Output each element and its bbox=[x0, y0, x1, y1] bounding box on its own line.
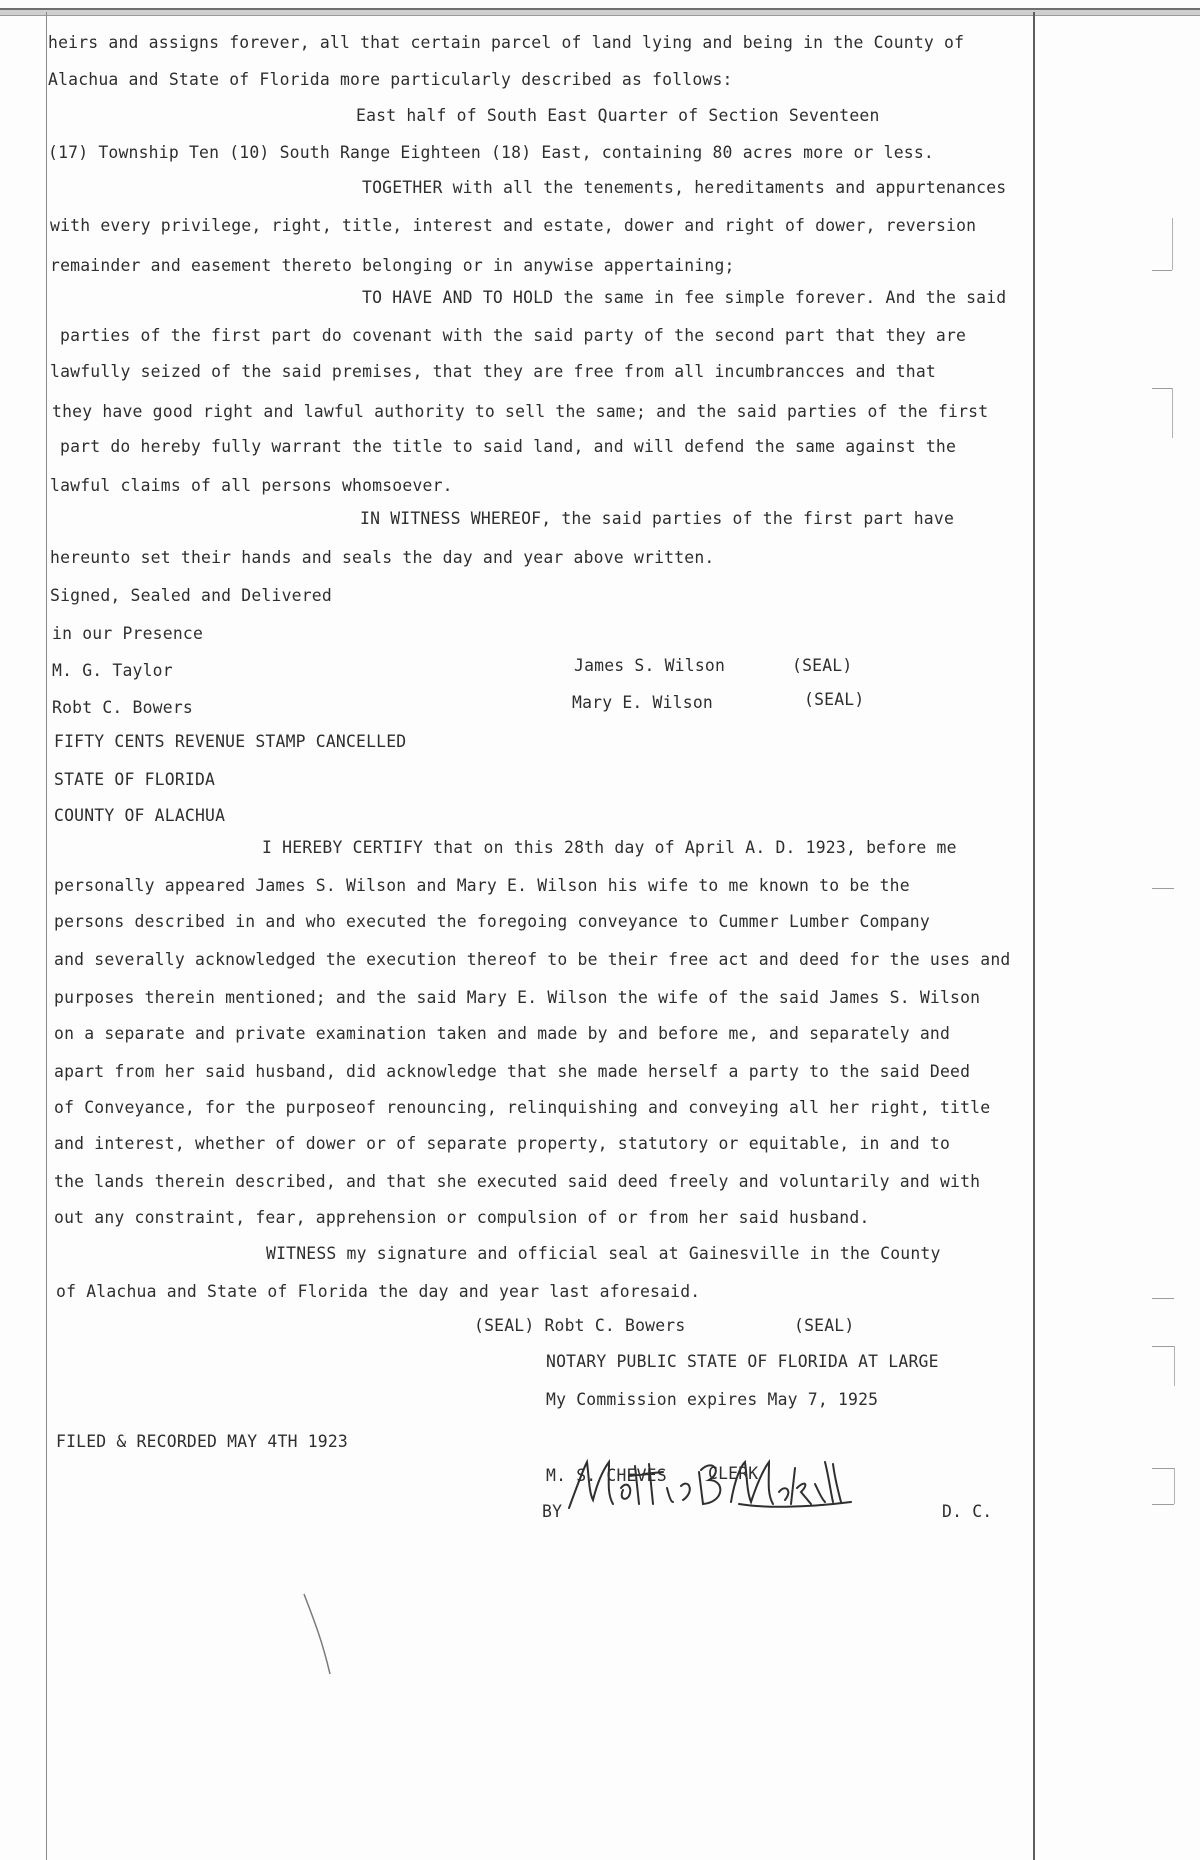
deed-line: hereunto set their hands and seals the day and year above written. bbox=[50, 548, 715, 567]
right-margin-rule bbox=[1033, 12, 1035, 1860]
deed-line: lawful claims of all persons whomsoever. bbox=[50, 476, 453, 495]
deed-line: COUNTY OF ALACHUA bbox=[54, 806, 226, 825]
deed-line: WITNESS my signature and official seal at Gainesville in the County bbox=[266, 1244, 941, 1263]
deed-line: Signed, Sealed and Delivered bbox=[50, 586, 332, 605]
margin-mark bbox=[1152, 1504, 1174, 1505]
clerk-title: CLERK bbox=[708, 1464, 759, 1483]
deed-line: purposes therein mentioned; and the said Mary E. Wilson the wife of the said James S. Wilson bbox=[54, 988, 981, 1007]
left-margin-rule bbox=[46, 12, 47, 1860]
seal-mark: (SEAL) bbox=[792, 656, 853, 675]
grantor-name: James S. Wilson bbox=[574, 656, 726, 675]
seal-mark: (SEAL) bbox=[804, 690, 865, 709]
deed-line: Alachua and State of Florida more particularly described as follows: bbox=[48, 70, 733, 89]
deed-line: apart from her said husband, did acknowledge that she made herself a party to the said Deed bbox=[54, 1062, 971, 1081]
deed-line: of Alachua and State of Florida the day and year last aforesaid. bbox=[56, 1282, 701, 1301]
margin-mark bbox=[1152, 1346, 1174, 1347]
margin-mark bbox=[1174, 1468, 1175, 1504]
margin-mark bbox=[1152, 1468, 1174, 1469]
witness-name: Robt C. Bowers bbox=[52, 698, 193, 717]
witness-name: M. G. Taylor bbox=[52, 661, 173, 680]
deed-line: on a separate and private examination taken and made by and before me, and separately and bbox=[54, 1024, 951, 1043]
deed-line: lawfully seized of the said premises, that they are free from all incumbrancces and that bbox=[50, 362, 936, 381]
deed-line: in our Presence bbox=[52, 624, 204, 643]
deputy-clerk-label: D. C. bbox=[942, 1502, 993, 1521]
deed-line: TOGETHER with all the tenements, hereditaments and appurtenances bbox=[362, 178, 1007, 197]
by-label: BY bbox=[542, 1502, 563, 1521]
deed-line: parties of the first part do covenant with the said party of the second part that they are bbox=[60, 326, 967, 345]
deed-line: STATE OF FLORIDA bbox=[54, 770, 216, 789]
notary-name: (SEAL) Robt C. Bowers bbox=[474, 1316, 686, 1335]
clerk-name: M. S. CHEVES bbox=[546, 1466, 667, 1485]
deed-line: and interest, whether of dower or of separate property, statutory or equitable, in and to bbox=[54, 1134, 951, 1153]
deed-line: IN WITNESS WHEREOF, the said parties of the first part have bbox=[360, 509, 955, 528]
deed-line: the lands therein described, and that she executed said deed freely and voluntarily and with bbox=[54, 1172, 981, 1191]
margin-mark bbox=[1152, 270, 1172, 271]
margin-mark bbox=[1152, 388, 1172, 389]
commission-expiry: My Commission expires May 7, 1925 bbox=[546, 1390, 879, 1409]
filed-recorded: FILED & RECORDED MAY 4TH 1923 bbox=[56, 1432, 348, 1451]
deed-line: FIFTY CENTS REVENUE STAMP CANCELLED bbox=[54, 732, 407, 751]
seal-mark: (SEAL) bbox=[794, 1316, 855, 1335]
deed-line: I HEREBY CERTIFY that on this 28th day of April A. D. 1923, before me bbox=[262, 838, 957, 857]
stray-pen-mark bbox=[300, 1590, 340, 1680]
deed-line: TO HAVE AND TO HOLD the same in fee simple forever. And the said bbox=[362, 288, 1007, 307]
handwritten-signature bbox=[563, 1448, 853, 1518]
deed-line: East half of South East Quarter of Section Seventeen bbox=[356, 106, 880, 125]
notary-title: NOTARY PUBLIC STATE OF FLORIDA AT LARGE bbox=[546, 1352, 939, 1371]
deed-line: out any constraint, fear, apprehension or compulsion of or from her said husband. bbox=[54, 1208, 870, 1227]
deed-line: persons described in and who executed the foregoing conveyance to Cummer Lumber Company bbox=[54, 912, 930, 931]
deed-line: they have good right and lawful authority to sell the same; and the said parties of the first bbox=[52, 402, 989, 421]
deed-line: part do hereby fully warrant the title to said land, and will defend the same against the bbox=[60, 437, 957, 456]
deed-line: with every privilege, right, title, interest and estate, dower and right of dower, reversion bbox=[50, 216, 977, 235]
deed-line: remainder and easement thereto belonging or in anywise appertaining; bbox=[50, 256, 735, 275]
margin-mark bbox=[1172, 388, 1173, 438]
top-border-rule bbox=[0, 8, 1200, 16]
margin-mark bbox=[1174, 1346, 1175, 1386]
deed-line: and severally acknowledged the execution thereof to be their free act and deed for the uses and bbox=[54, 950, 1011, 969]
grantor-name: Mary E. Wilson bbox=[572, 693, 713, 712]
deed-line: (17) Township Ten (10) South Range Eighteen (18) East, containing 80 acres more or less. bbox=[48, 143, 934, 162]
margin-mark bbox=[1172, 218, 1173, 270]
margin-mark bbox=[1152, 888, 1174, 889]
margin-mark bbox=[1152, 1298, 1174, 1299]
deed-line: personally appeared James S. Wilson and Mary E. Wilson his wife to me known to be the bbox=[54, 876, 910, 895]
deed-line: heirs and assigns forever, all that certain parcel of land lying and being in the County of bbox=[48, 33, 965, 52]
deed-line: of Conveyance, for the purposeof renouncing, relinquishing and conveying all her right, title bbox=[54, 1098, 991, 1117]
